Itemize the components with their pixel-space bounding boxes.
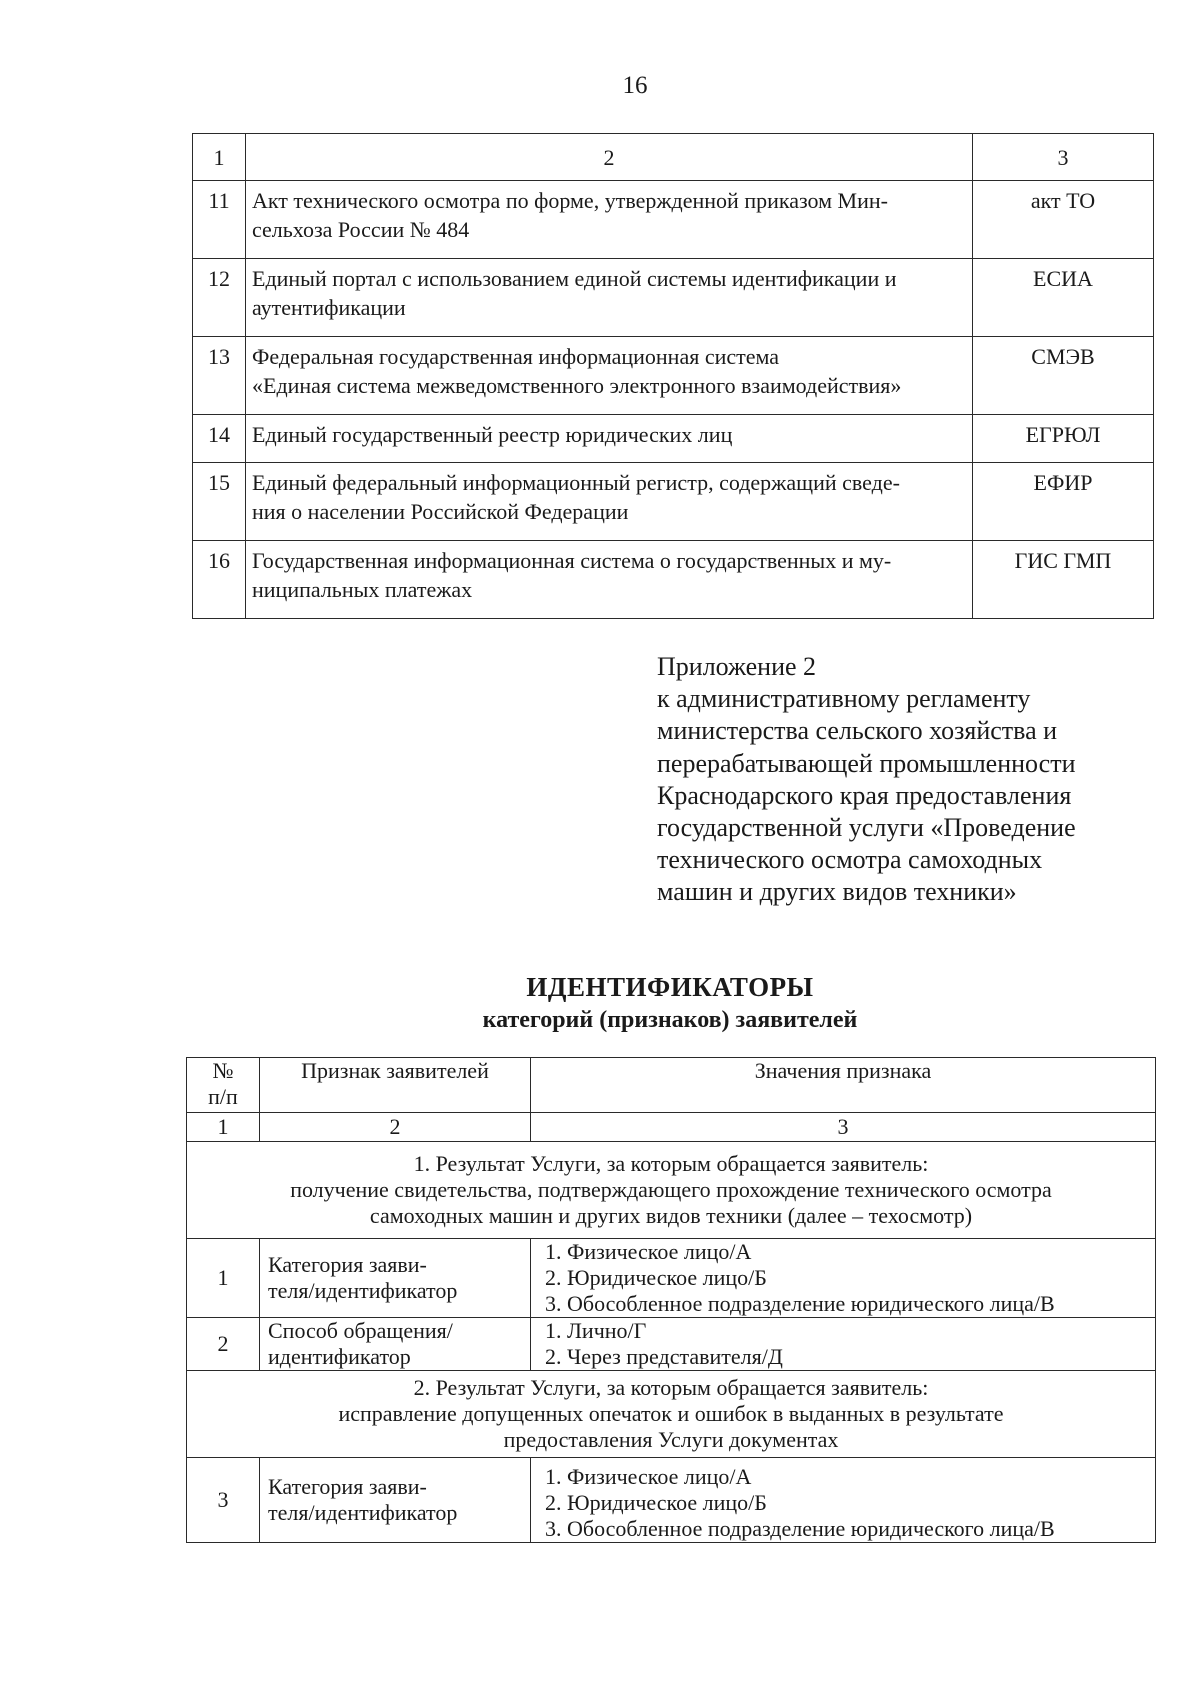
numbering-cell: 1 [187, 1113, 260, 1142]
numbering-cell: 3 [531, 1113, 1156, 1142]
appendix-line: министерства сельского хозяйства и [657, 716, 1058, 746]
table-numbering-row [187, 1113, 1156, 1142]
appendix-line: Краснодарского края предоставления [657, 780, 1072, 810]
table-row [193, 259, 1154, 337]
row-number: 11 [193, 181, 246, 259]
appendix-line: к административному регламенту [657, 684, 1031, 714]
header-cell: 2 [246, 134, 973, 181]
page-number: 16 [622, 72, 648, 99]
row-abbreviation: ЕФИР [973, 463, 1154, 541]
table-row [193, 415, 1154, 463]
row-number: 12 [193, 259, 246, 337]
identifiers-table [186, 1057, 1156, 1543]
row-sign: Категория заяви- теля/идентификатор [260, 1239, 531, 1318]
row-sign: Способ обращения/ идентификатор [260, 1318, 531, 1371]
row-abbreviation: ЕГРЮЛ [973, 415, 1154, 463]
appendix-line: машин и других видов техники» [657, 877, 1017, 907]
section-row [187, 1371, 1156, 1458]
table-row [193, 181, 1154, 259]
abbreviations-table [192, 133, 1154, 619]
row-number: 15 [193, 463, 246, 541]
row-abbreviation: ГИС ГМП [973, 541, 1154, 619]
row-abbreviation: СМЭВ [973, 337, 1154, 415]
section-row [187, 1142, 1156, 1239]
header-cell-values: Значения признака [531, 1058, 1156, 1113]
row-number: 3 [187, 1458, 260, 1543]
row-values: 1. Физическое лицо/А 2. Юридическое лицо/Б 3. Обособленное подразделение юридического лица/В [531, 1458, 1156, 1543]
row-number: 1 [187, 1239, 260, 1318]
row-description: Единый государственный реестр юридических лиц [246, 415, 973, 463]
document-subtitle: категорий (признаков) заявителей [482, 1007, 858, 1033]
row-values: 1. Лично/Г 2. Через представителя/Д [531, 1318, 1156, 1371]
row-abbreviation: ЕСИА [973, 259, 1154, 337]
table-row [187, 1318, 1156, 1371]
header-cell: 3 [973, 134, 1154, 181]
header-cell: 1 [193, 134, 246, 181]
appendix-line: перерабатывающей промышленности [657, 748, 1076, 778]
table-row [193, 463, 1154, 541]
header-cell-sign: Признак заявителей [260, 1058, 531, 1113]
row-description: Единый федеральный информационный регистр, содержащий сведе- ния о населении Российской Федерации [246, 463, 973, 541]
row-number: 16 [193, 541, 246, 619]
row-number: 14 [193, 415, 246, 463]
appendix-line: технического осмотра самоходных [657, 845, 1043, 875]
row-sign: Категория заяви- теля/идентификатор [260, 1458, 531, 1543]
row-description: Единый портал с использованием единой системы идентификации и аутентификации [246, 259, 973, 337]
row-description: Федеральная государственная информационная система «Единая система межведомственного электронного взаимодействия» [246, 337, 973, 415]
table-row [193, 337, 1154, 415]
appendix-note [657, 651, 1177, 909]
table-row [187, 1458, 1156, 1543]
row-abbreviation: акт ТО [973, 181, 1154, 259]
table-header-row [193, 134, 1154, 181]
table-row [187, 1239, 1156, 1318]
row-values: 1. Физическое лицо/А 2. Юридическое лицо/Б 3. Обособленное подразделение юридического лица/В [531, 1239, 1156, 1318]
table-header-row [187, 1058, 1156, 1113]
header-cell-number: № п/п [187, 1058, 260, 1113]
row-number: 13 [193, 337, 246, 415]
appendix-line: государственной услуги «Проведение [657, 813, 1076, 843]
table-row [193, 541, 1154, 619]
row-description: Государственная информационная система о государственных и му- ниципальных платежах [246, 541, 973, 619]
document-title: ИДЕНТИФИКАТОРЫ [526, 972, 814, 1002]
numbering-cell: 2 [260, 1113, 531, 1142]
section-heading: 1. Результат Услуги, за которым обращается заявитель: получение свидетельства, подтверждающего прохождение технического осмотра самоходных машин и других видов техники (далее – техосмотр) [187, 1142, 1156, 1239]
appendix-line: Приложение 2 [657, 652, 817, 681]
row-description: Акт технического осмотра по форме, утвержденной приказом Мин- сельхоза России № 484 [246, 181, 973, 259]
row-number: 2 [187, 1318, 260, 1371]
section-heading: 2. Результат Услуги, за которым обращается заявитель: исправление допущенных опечаток и ошибок в выданных в результате предоставления Услуги документах [187, 1371, 1156, 1458]
